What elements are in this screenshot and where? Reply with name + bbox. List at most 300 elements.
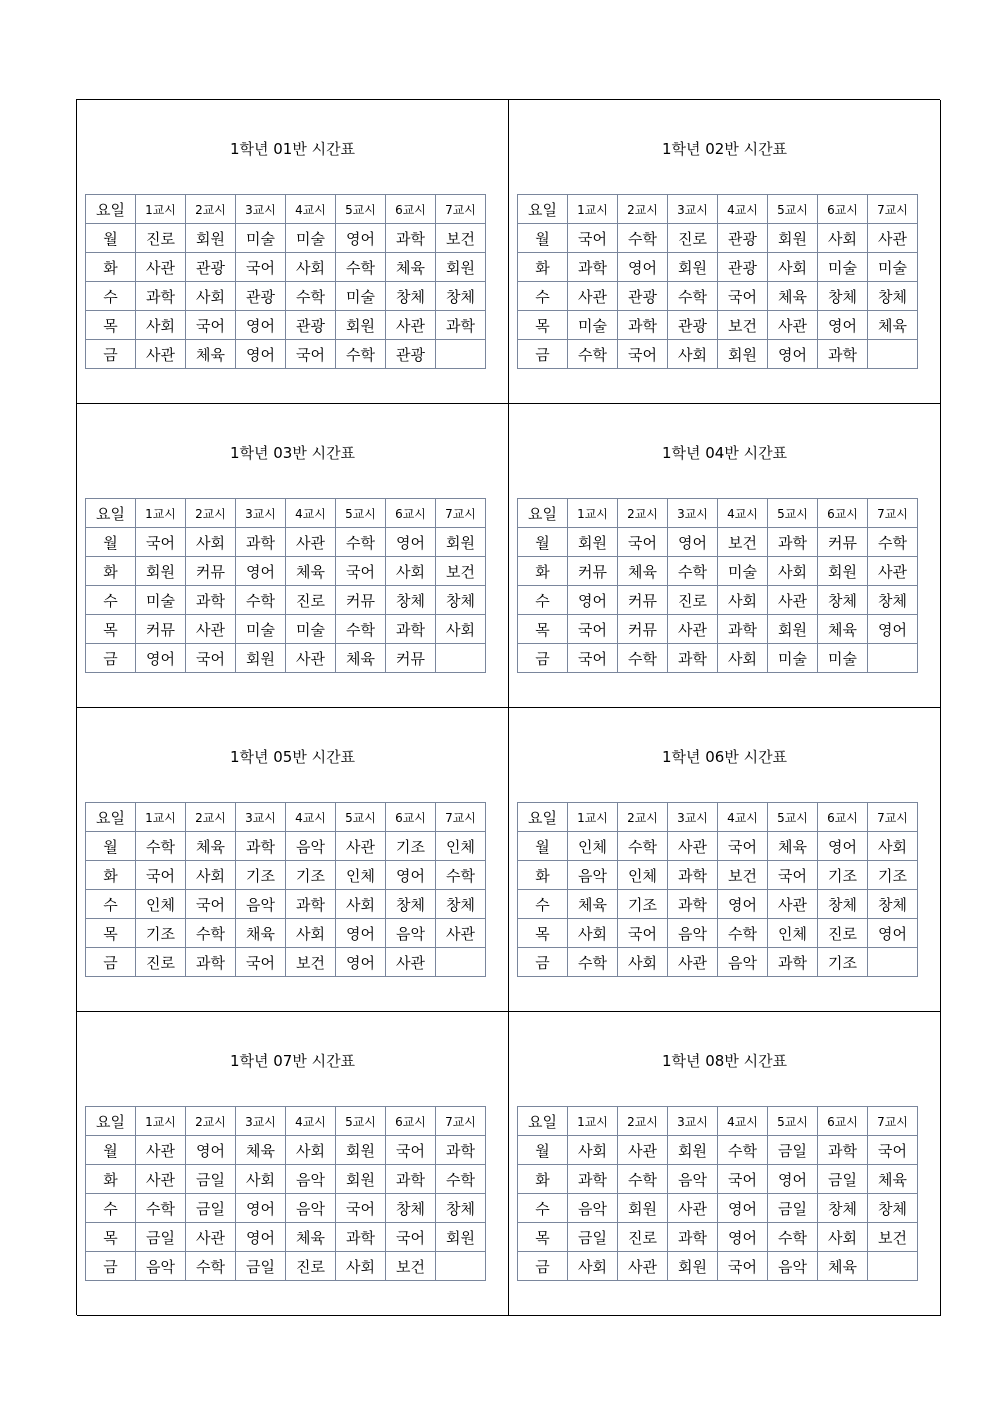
subject-cell: 보건 [718,528,768,557]
subject-cell: 영어 [818,311,868,340]
subject-cell: 사관 [336,832,386,861]
day-label: 목 [518,615,568,644]
timetable-grid [85,498,486,673]
subject-cell: 국어 [718,832,768,861]
subject-cell [868,340,918,369]
subject-cell: 금일 [768,1194,818,1223]
subject-cell: 과학 [436,311,486,340]
day-label: 금 [518,340,568,369]
table-row [518,1252,918,1281]
period-header: 6교시 [818,499,868,528]
subject-cell: 국어 [186,890,236,919]
subject-cell: 사관 [136,1136,186,1165]
subject-cell: 국어 [336,557,386,586]
table-row [86,528,486,557]
period-header: 6교시 [818,1107,868,1136]
subject-cell: 커뮤 [618,586,668,615]
subject-cell: 과학 [818,340,868,369]
subject-cell: 진로 [286,586,336,615]
day-label: 금 [86,340,136,369]
subject-cell: 금일 [568,1223,618,1252]
subject-cell: 사회 [668,340,718,369]
subject-cell: 영어 [386,861,436,890]
subject-cell: 커뮤 [336,586,386,615]
subject-cell: 체육 [568,890,618,919]
subject-cell: 사회 [768,253,818,282]
day-header: 요일 [86,803,136,832]
period-header: 7교시 [868,803,918,832]
subject-cell: 음악 [718,948,768,977]
subject-cell: 영어 [768,340,818,369]
subject-cell: 수학 [136,1194,186,1223]
day-label: 목 [86,1223,136,1252]
subject-cell: 과학 [336,1223,386,1252]
table-row [86,948,486,977]
subject-cell: 회원 [718,340,768,369]
day-label: 목 [518,1223,568,1252]
subject-cell: 과학 [668,1223,718,1252]
table-row [518,615,918,644]
subject-cell: 체육 [186,832,236,861]
day-label: 화 [518,861,568,890]
day-label: 수 [518,890,568,919]
subject-cell: 관광 [718,253,768,282]
table-row [518,890,918,919]
subject-cell: 진로 [618,1223,668,1252]
subject-cell: 국어 [618,919,668,948]
day-label: 월 [518,224,568,253]
subject-cell: 영어 [868,615,918,644]
subject-cell: 과학 [436,1136,486,1165]
subject-cell: 미술 [336,282,386,311]
timetable-sheet [76,99,940,1315]
period-header: 2교시 [618,1107,668,1136]
table-row [518,1165,918,1194]
day-label: 월 [518,528,568,557]
timetable-grid [85,194,486,369]
subject-cell: 영어 [618,253,668,282]
subject-cell: 기조 [286,861,336,890]
subject-cell: 과학 [668,890,718,919]
subject-cell: 창체 [386,890,436,919]
day-label: 수 [86,586,136,615]
subject-cell: 사회 [718,644,768,673]
subject-cell: 관광 [286,311,336,340]
day-header: 요일 [86,195,136,224]
subject-cell: 국어 [386,1136,436,1165]
subject-cell: 관광 [236,282,286,311]
subject-cell: 음악 [286,1165,336,1194]
subject-cell: 과학 [568,253,618,282]
subject-cell: 커뮤 [818,528,868,557]
subject-cell: 수학 [436,861,486,890]
day-label: 금 [518,1252,568,1281]
subject-cell: 과학 [386,224,436,253]
subject-cell: 영어 [236,557,286,586]
period-header: 4교시 [286,803,336,832]
subject-cell: 인체 [136,890,186,919]
subject-cell: 인체 [336,861,386,890]
subject-cell: 영어 [336,224,386,253]
subject-cell: 과학 [236,528,286,557]
table-row [86,557,486,586]
day-label: 목 [86,615,136,644]
subject-cell: 진로 [136,224,186,253]
header-row [518,1107,918,1136]
subject-cell: 과학 [186,586,236,615]
subject-cell: 체육 [818,1252,868,1281]
subject-cell: 금일 [136,1223,186,1252]
subject-cell: 국어 [718,282,768,311]
subject-cell: 사회 [568,1252,618,1281]
day-label: 금 [86,948,136,977]
table-row [86,1194,486,1223]
subject-cell: 사관 [768,586,818,615]
day-header: 요일 [518,195,568,224]
period-header: 3교시 [668,499,718,528]
subject-cell: 사회 [336,1252,386,1281]
subject-cell: 영어 [568,586,618,615]
subject-cell: 영어 [236,1223,286,1252]
subject-cell: 커뮤 [618,615,668,644]
period-header: 5교시 [768,499,818,528]
subject-cell: 진로 [818,919,868,948]
subject-cell: 보건 [718,861,768,890]
subject-cell: 회원 [136,557,186,586]
period-header: 6교시 [386,195,436,224]
subject-cell: 관광 [186,253,236,282]
subject-cell: 영어 [236,1194,286,1223]
period-header: 4교시 [286,1107,336,1136]
subject-cell: 채육 [236,919,286,948]
table-row [86,919,486,948]
period-header: 1교시 [136,803,186,832]
subject-cell: 사회 [568,1136,618,1165]
subject-cell: 과학 [386,1165,436,1194]
header-row [86,195,486,224]
subject-cell: 회원 [568,528,618,557]
subject-cell: 음악 [286,832,336,861]
period-header: 2교시 [618,499,668,528]
header-row [518,803,918,832]
subject-cell: 과학 [386,615,436,644]
subject-cell: 미술 [718,557,768,586]
subject-cell [436,1252,486,1281]
subject-cell: 수학 [668,282,718,311]
subject-cell: 회원 [436,253,486,282]
subject-cell: 사관 [668,615,718,644]
subject-cell: 관광 [718,224,768,253]
timetable-title: 1학년 08반 시간표 [661,1052,788,1070]
subject-cell: 사회 [186,861,236,890]
class-timetable-panel [509,100,941,404]
subject-cell: 창체 [868,282,918,311]
period-header: 1교시 [136,499,186,528]
period-header: 4교시 [286,499,336,528]
day-label: 금 [86,1252,136,1281]
subject-cell: 국어 [336,1194,386,1223]
subject-cell: 회원 [768,615,818,644]
period-header: 2교시 [618,195,668,224]
subject-cell: 미술 [136,586,186,615]
subject-cell: 미술 [568,311,618,340]
header-row [518,195,918,224]
day-label: 수 [86,1194,136,1223]
subject-cell: 사관 [618,1136,668,1165]
day-label: 화 [518,557,568,586]
period-header: 3교시 [668,803,718,832]
day-label: 화 [86,1165,136,1194]
period-header: 5교시 [336,195,386,224]
table-row [86,282,486,311]
subject-cell: 영어 [336,948,386,977]
subject-cell [436,644,486,673]
subject-cell: 회원 [186,224,236,253]
period-header: 6교시 [386,499,436,528]
subject-cell: 수학 [336,615,386,644]
subject-cell: 미술 [236,615,286,644]
subject-cell: 보건 [436,557,486,586]
day-label: 수 [518,282,568,311]
subject-cell: 진로 [136,948,186,977]
subject-cell: 기조 [386,832,436,861]
subject-cell: 수학 [868,528,918,557]
subject-cell: 체육 [336,644,386,673]
timetable-grid [517,498,918,673]
subject-cell: 미술 [818,644,868,673]
timetable-title: 1학년 06반 시간표 [661,748,788,766]
table-row [518,253,918,282]
subject-cell: 미술 [818,253,868,282]
table-row [86,340,486,369]
day-label: 수 [86,282,136,311]
subject-cell: 창체 [868,1194,918,1223]
subject-cell: 체육 [768,282,818,311]
subject-cell: 체육 [386,253,436,282]
subject-cell: 과학 [668,644,718,673]
subject-cell: 사회 [386,557,436,586]
table-row [86,1136,486,1165]
subject-cell: 영어 [718,890,768,919]
subject-cell: 미술 [286,615,336,644]
table-row [518,311,918,340]
period-header: 2교시 [618,803,668,832]
subject-cell: 수학 [336,253,386,282]
subject-cell: 국어 [768,861,818,890]
subject-cell: 보건 [386,1252,436,1281]
timetable-grid [85,1106,486,1281]
day-label: 월 [86,528,136,557]
timetable-title: 1학년 02반 시간표 [661,140,788,158]
table-row [518,282,918,311]
table-row [86,890,486,919]
subject-cell: 창체 [868,586,918,615]
period-header: 7교시 [868,195,918,224]
subject-cell: 영어 [186,1136,236,1165]
period-header: 2교시 [186,803,236,832]
timetable-title: 1학년 03반 시간표 [229,444,356,462]
period-header: 7교시 [436,195,486,224]
subject-cell: 금일 [186,1165,236,1194]
day-label: 목 [518,311,568,340]
class-timetable-panel [77,1012,509,1316]
subject-cell: 음악 [768,1252,818,1281]
subject-cell: 창체 [386,586,436,615]
subject-cell: 사회 [236,1165,286,1194]
subject-cell: 사관 [768,311,818,340]
subject-cell: 미술 [286,224,336,253]
table-row [86,224,486,253]
subject-cell: 수학 [336,528,386,557]
subject-cell: 수학 [568,340,618,369]
subject-cell: 창체 [386,1194,436,1223]
day-header: 요일 [86,499,136,528]
period-header: 5교시 [336,1107,386,1136]
table-row [518,528,918,557]
day-label: 금 [518,644,568,673]
day-label: 화 [518,253,568,282]
subject-cell: 금일 [768,1136,818,1165]
subject-cell: 사회 [568,919,618,948]
subject-cell: 영어 [768,1165,818,1194]
subject-cell: 커뮤 [186,557,236,586]
subject-cell: 과학 [768,948,818,977]
subject-cell [868,1252,918,1281]
subject-cell: 커뮤 [568,557,618,586]
period-header: 1교시 [568,803,618,832]
table-row [518,1136,918,1165]
period-header: 5교시 [336,499,386,528]
timetable-grid [517,194,918,369]
subject-cell: 회원 [336,311,386,340]
table-row [86,311,486,340]
subject-cell: 창체 [386,282,436,311]
subject-cell: 국어 [186,311,236,340]
table-row [518,557,918,586]
subject-cell: 회원 [436,1223,486,1252]
subject-cell: 영어 [718,1194,768,1223]
subject-cell: 수학 [618,644,668,673]
day-header: 요일 [86,1107,136,1136]
subject-cell: 체육 [768,832,818,861]
subject-cell: 사관 [386,311,436,340]
subject-cell: 사관 [868,224,918,253]
subject-cell: 미술 [868,253,918,282]
subject-cell: 수학 [236,586,286,615]
subject-cell: 사회 [818,224,868,253]
table-row [518,340,918,369]
subject-cell: 영어 [236,340,286,369]
subject-cell: 사회 [336,890,386,919]
period-header: 6교시 [818,195,868,224]
subject-cell: 수학 [136,832,186,861]
day-label: 월 [518,1136,568,1165]
subject-cell: 체육 [818,615,868,644]
subject-cell: 국어 [718,1165,768,1194]
day-label: 목 [86,919,136,948]
day-label: 수 [518,1194,568,1223]
subject-cell: 국어 [236,253,286,282]
day-label: 목 [86,311,136,340]
header-row [518,499,918,528]
subject-cell: 커뮤 [386,644,436,673]
subject-cell: 과학 [236,832,286,861]
period-header: 5교시 [336,803,386,832]
subject-cell: 기조 [618,890,668,919]
subject-cell: 인체 [618,861,668,890]
table-row [518,644,918,673]
subject-cell: 국어 [386,1223,436,1252]
class-timetable-panel [77,404,509,708]
day-label: 수 [86,890,136,919]
day-label: 화 [518,1165,568,1194]
subject-cell: 수학 [186,919,236,948]
subject-cell: 수학 [618,1165,668,1194]
period-header: 3교시 [236,803,286,832]
subject-cell: 회원 [436,528,486,557]
period-header: 4교시 [286,195,336,224]
subject-cell: 사회 [718,586,768,615]
table-row [86,1165,486,1194]
subject-cell: 국어 [718,1252,768,1281]
subject-cell: 사회 [818,1223,868,1252]
subject-cell: 과학 [286,890,336,919]
subject-cell: 국어 [618,340,668,369]
class-timetable-panel [509,708,941,1012]
day-label: 월 [86,1136,136,1165]
subject-cell: 기조 [818,948,868,977]
subject-cell: 음악 [568,861,618,890]
class-timetable-panel [509,1012,941,1316]
day-label: 화 [86,557,136,586]
header-row [86,803,486,832]
subject-cell: 과학 [818,1136,868,1165]
subject-cell: 관광 [386,340,436,369]
subject-cell [436,948,486,977]
subject-cell: 사관 [386,948,436,977]
subject-cell: 과학 [186,948,236,977]
period-header: 1교시 [568,499,618,528]
subject-cell: 체육 [236,1136,286,1165]
subject-cell: 보건 [286,948,336,977]
period-header: 7교시 [436,1107,486,1136]
period-header: 4교시 [718,1107,768,1136]
subject-cell [436,340,486,369]
table-row [518,1194,918,1223]
day-label: 금 [86,644,136,673]
period-header: 6교시 [386,803,436,832]
day-header: 요일 [518,1107,568,1136]
subject-cell: 기조 [868,861,918,890]
table-row [86,1252,486,1281]
subject-cell: 영어 [818,832,868,861]
subject-cell: 사회 [768,557,818,586]
period-header: 7교시 [436,499,486,528]
subject-cell: 회원 [336,1165,386,1194]
subject-cell: 진로 [668,586,718,615]
subject-cell: 체육 [286,557,336,586]
subject-cell: 사관 [668,948,718,977]
subject-cell: 수학 [668,557,718,586]
subject-cell: 사회 [136,311,186,340]
subject-cell: 영어 [336,919,386,948]
subject-cell: 회원 [818,557,868,586]
header-row [86,499,486,528]
subject-cell: 진로 [668,224,718,253]
subject-cell: 국어 [186,644,236,673]
subject-cell: 사회 [286,1136,336,1165]
subject-cell: 영어 [386,528,436,557]
